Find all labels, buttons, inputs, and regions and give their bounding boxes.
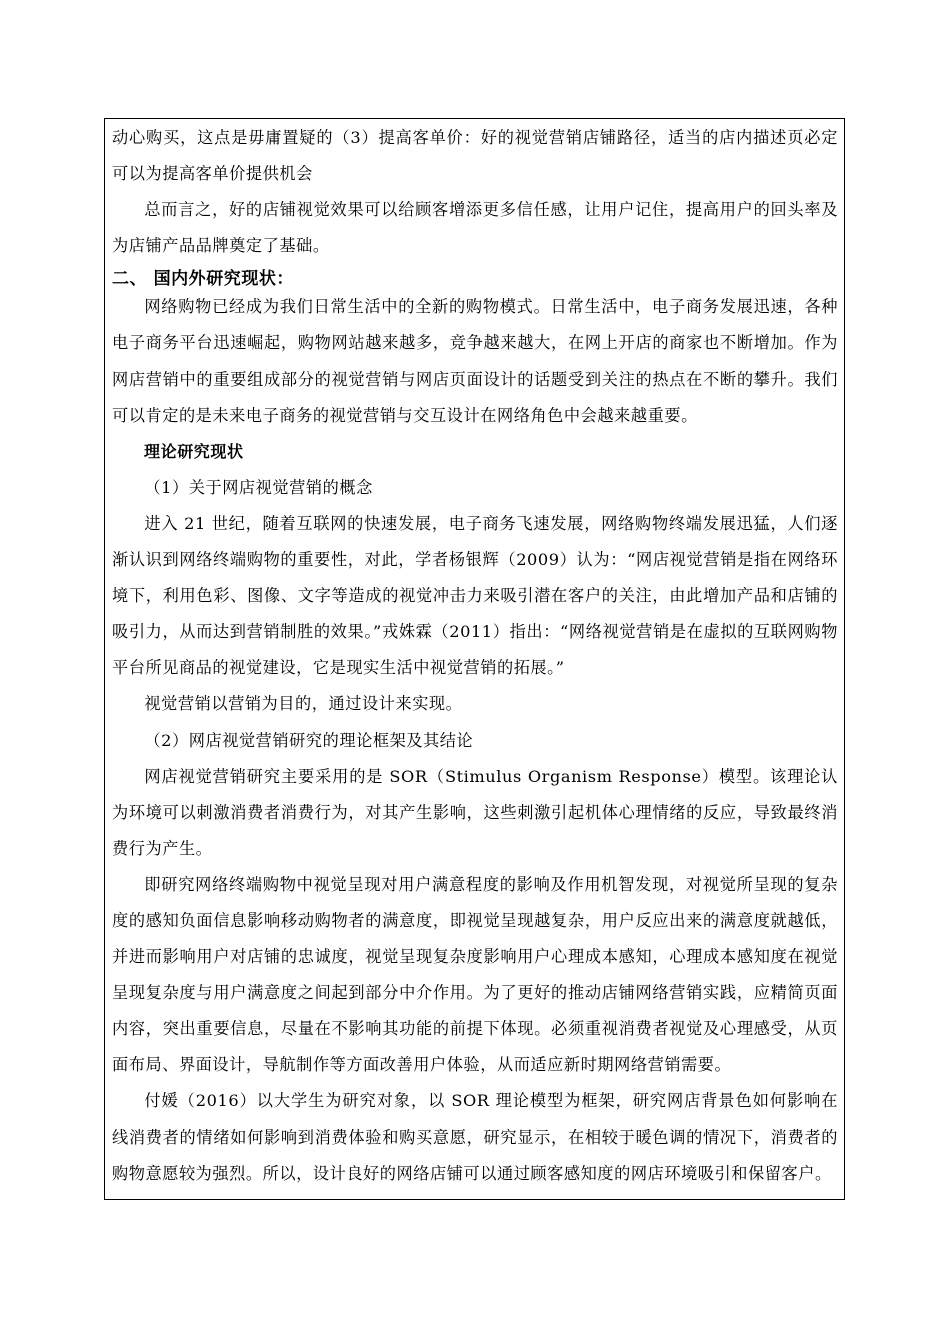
paragraph-summary: 总而言之，好的店铺视觉效果可以给顾客增添更多信任感，让用户记住，提高用户的回头率及为店铺产品品牌奠定了基础。 [112,200,838,256]
paragraph-online-shopping: 网络购物已经成为我们日常生活中的全新的购物模式。日常生活中，电子商务发展迅速，各种电子商务平台迅速崛起，购物网站越来越多，竞争越来越大，在网上开店的商家也不断增加。作为网店营销中的重要组成部分的视觉营销与网店页面设计的话题受到关注的热点在不断的攀升。我们可以肯定的是未来电子商务的视觉营销与交互设计在网络角色中会越来越重要。 [112,297,838,425]
list-item-framework: （2）网店视觉营销研究的理论框架及其结论 [144,730,474,750]
section-heading: 二、 国内外研究现状： [112,269,294,290]
list-item-concept: （1）关于网店视觉营销的概念 [144,477,373,497]
sub-heading-theory: 理论研究现状 [144,441,244,461]
paragraph-purpose: 视觉营销以营销为目的，通过设计来实现。 [144,694,463,714]
paragraph-background-color: 付媛（2016）以大学生为研究对象，以 SOR 理论模型为框架，研究网店背景色如何影响在线消费者的情绪如何影响到消费体验和购买意愿，研究显示，在相较于暖色调的情况下，消费者的购物意愿较为强烈。所以，设计良好的网络店铺可以通过顾客感知度的网店环境吸引和保留客户。 [112,1091,838,1183]
paragraph-continuation: 动心购买，这点是毋庸置疑的（3）提高客单价：好的视觉营销店铺路径，适当的店内描述页必定可以为提高客单价提供机会 [112,128,838,184]
paragraph-sor-model: 网店视觉营销研究主要采用的是 SOR（Stimulus Organism Response）模型。该理论认为环境可以刺激消费者消费行为，对其产生影响，这些刺激引起机体心理情绪的反应，导致最终消费行为产生。 [112,766,838,858]
paragraph-visual-complexity: 即研究网络终端购物中视觉呈现对用户满意程度的影响及作用机智发现，对视觉所呈现的复杂度的感知负面信息影响移动购物者的满意度，即视觉呈现越复杂，用户反应出来的满意度就越低，并进而影响用户对店铺的忠诚度，视觉呈现复杂度影响用户心理成本感知，心理成本感知度在视觉呈现复杂度与用户满意度之间起到部分中介作用。为了更好的推动店铺网络营销实践，应精简页面内容，突出重要信息，尽量在不影响其功能的前提下体现。必须重视消费者视觉及心理感受，从页面布局、界面设计，导航制作等方面改善用户体验，从而适应新时期网络营销需要。 [112,874,838,1075]
document-body [112,120,838,1192]
paragraph-concept: 进入 21 世纪，随着互联网的快速发展，电子商务飞速发展，网络购物终端发展迅猛，人们逐渐认识到网络终端购物的重要性，对此，学者杨银辉（2009）认为：“网店视觉营销是指在网络环境下，利用色彩、图像、文字等造成的视觉冲击力来吸引潜在客户的关注，由此增加产品和店铺的吸引力，从而达到营销制胜的效果。”戎姝霖（2011）指出：“网络视觉营销是在虚拟的互联网购物平台所见商品的视觉建设，它是现实生活中视觉营销的拓展。” [112,513,838,678]
